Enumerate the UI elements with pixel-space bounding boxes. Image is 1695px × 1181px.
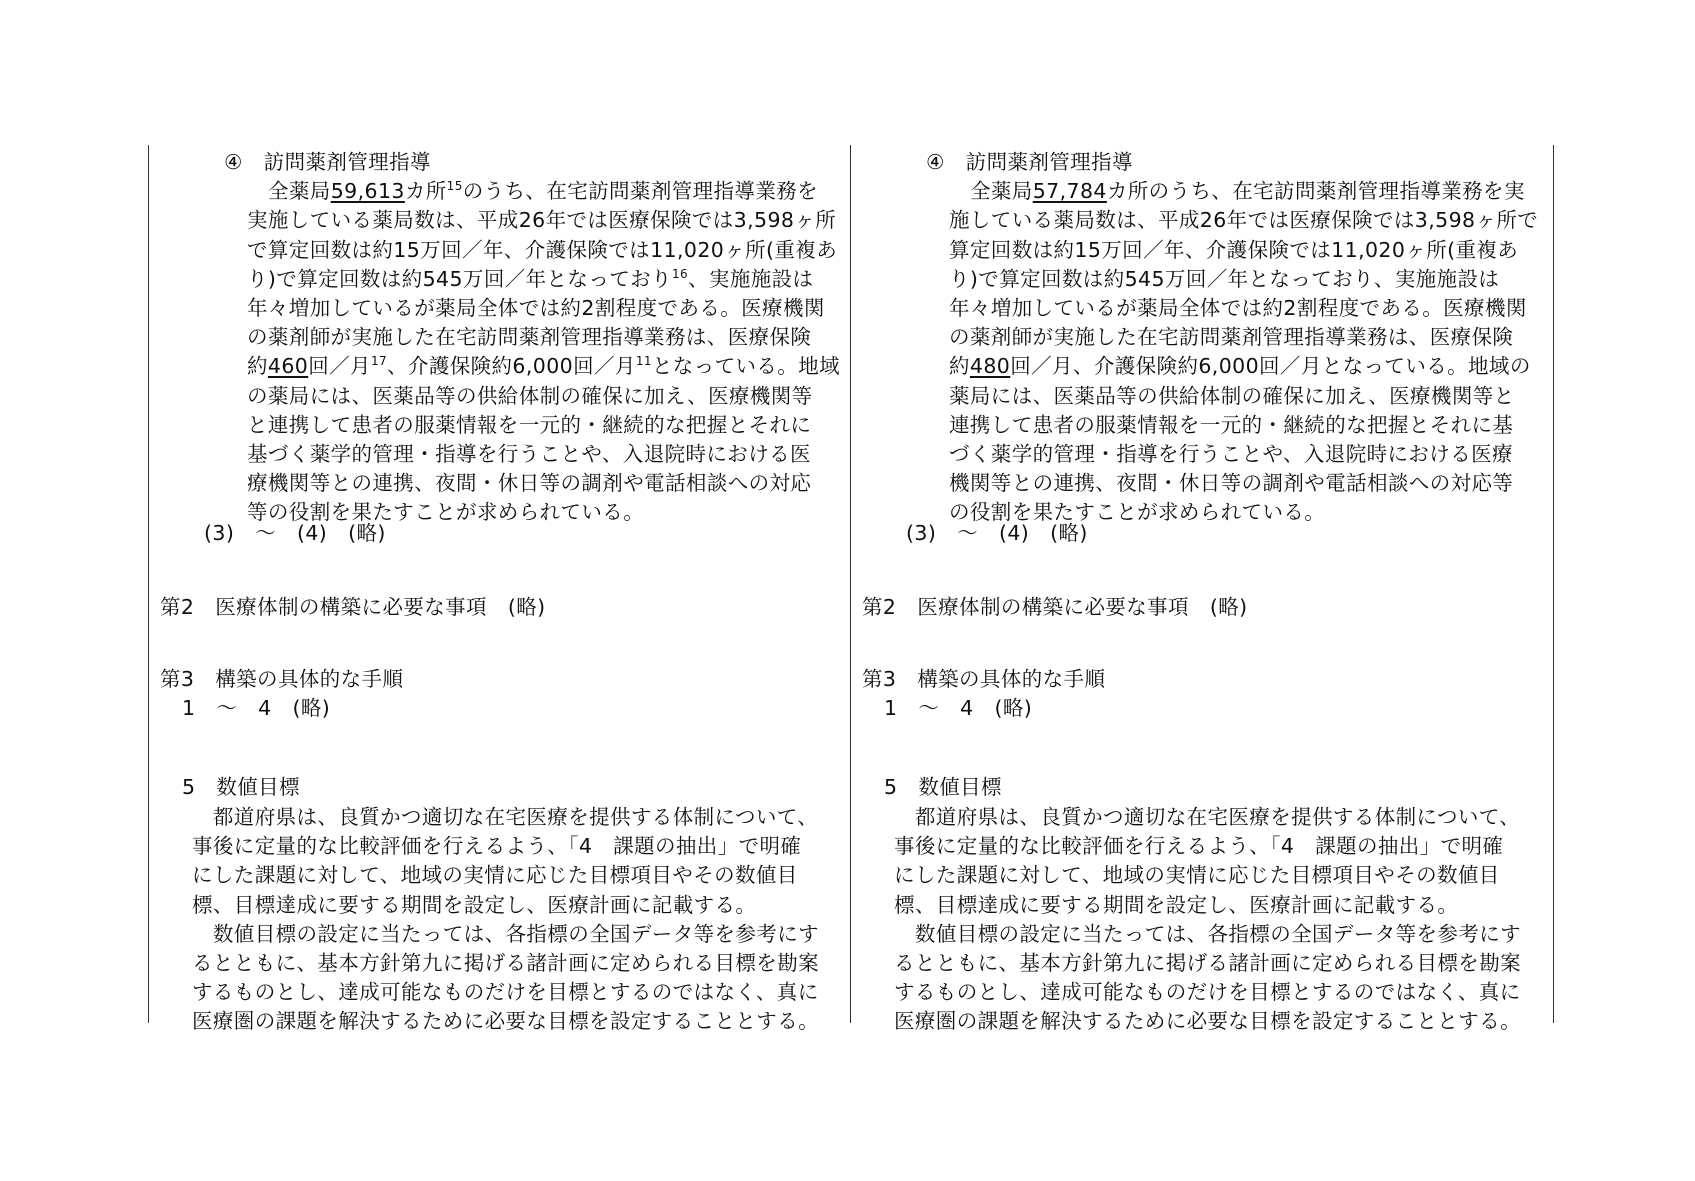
text-run: 基づく薬学的管理・指導を行うことや、入退院時における医 [247, 442, 811, 466]
text-run: り)で算定回数は約545万回／年となっており [247, 266, 672, 291]
footnote-ref: 16 [671, 266, 689, 281]
text-run: 回／月 [308, 354, 371, 379]
section-5-heading: 5 数値目標 [884, 775, 1002, 799]
paragraph-line [949, 352, 1531, 381]
subsection-heading: ④ 訪問薬剤管理指導 [926, 150, 1133, 174]
text-run: 実施している薬局数は、平成26年では医療保険では3,598ヶ所 [247, 208, 837, 233]
text-run: 、実施施設は [688, 266, 814, 291]
changed-value: 460 [267, 354, 309, 379]
paragraph-line [247, 265, 813, 294]
paragraph-line [247, 352, 840, 381]
numeric-target-paragraph-line: るとともに、基本方針第九に掲げる諸計画に定められる目標を勘案 [192, 951, 819, 975]
paragraph-line [949, 382, 1515, 411]
text-run: と連携して患者の服薬情報を一元的・継続的な把握とそれに [247, 412, 812, 437]
text-run: 全薬局 [970, 179, 1033, 204]
items-3-4-omitted: (3) ～ (4) (略) [204, 520, 386, 545]
section-5-heading: 5 数値目標 [182, 775, 300, 799]
items-3-4-omitted: (3) ～ (4) (略) [906, 520, 1088, 545]
paragraph-line [268, 177, 818, 206]
paragraph-line [247, 236, 837, 265]
text-run: 年々増加しているが薬局全体では約2割程度である。医療機関 [949, 296, 1527, 320]
paragraph-line [949, 265, 1499, 294]
paragraph-line [949, 323, 1513, 352]
numeric-target-paragraph-line: 標、目標達成に要する期間を設定し、医療計画に記載する。 [192, 892, 757, 917]
changed-value: 59,613 [330, 179, 405, 204]
paragraph-line [247, 469, 811, 498]
numeric-target-paragraph-line: 事後に定量的な比較評価を行えるよう、「4 課題の抽出」で明確 [192, 834, 802, 859]
text-run: カ所のうち、在宅訪問薬剤管理指導業務を実 [1106, 179, 1525, 204]
footnote-ref: 15 [446, 179, 463, 194]
text-run: 連携して患者の服薬情報を一元的・継続的な把握とそれに基 [949, 412, 1514, 437]
numeric-target-paragraph-line: 数値目標の設定に当たっては、各指標の全国データ等を参考にす [192, 921, 819, 946]
subsection-heading: ④ 訪問薬剤管理指導 [224, 150, 431, 174]
text-run: の役割を果たすことが求められている。 [949, 500, 1326, 525]
paragraph-line [949, 469, 1513, 498]
text-run: り)で算定回数は約545万回／年となっており、実施施設は [949, 266, 1500, 291]
numeric-target-paragraph-line: るとともに、基本方針第九に掲げる諸計画に定められる目標を勘案 [894, 951, 1521, 975]
text-run: 全薬局 [268, 179, 331, 204]
numeric-target-paragraph-line: にした課題に対して、地域の実情に応じた目標項目やその数値目 [894, 863, 1500, 888]
numeric-target-paragraph-line: 標、目標達成に要する期間を設定し、医療計画に記載する。 [894, 892, 1459, 917]
paragraph-line [949, 236, 1518, 265]
numeric-target-paragraph-line: 医療圏の課題を解決するために必要な目標を設定することとする。 [192, 1009, 819, 1034]
section-2-heading: 第2 医療体制の構築に必要な事項 (略) [862, 595, 1248, 619]
text-run: で算定回数は約15万回／年、介護保険では11,020ヶ所(重複あ [247, 237, 838, 262]
text-run: 年々増加しているが薬局全体では約2割程度である。医療機関 [247, 296, 825, 320]
changed-value: 480 [969, 354, 1011, 379]
numeric-target-paragraph-line: 都道府県は、良質かつ適切な在宅医療を提供する体制について、 [192, 805, 819, 829]
text-run: 約 [247, 354, 268, 379]
text-run: の薬局には、医薬品等の供給体制の確保に加え、医療機関等 [247, 383, 813, 408]
section-2-heading: 第2 医療体制の構築に必要な事項 (略) [160, 595, 546, 619]
column-divider-left [148, 145, 149, 1023]
column-divider-middle [850, 145, 851, 1023]
section-3-heading: 第3 構築の具体的な手順 [862, 667, 1106, 691]
paragraph-line [247, 323, 811, 352]
paragraph-line [970, 177, 1525, 206]
section-3-heading: 第3 構築の具体的な手順 [160, 667, 404, 691]
paragraph-line [247, 411, 811, 440]
numeric-target-paragraph-line: にした課題に対して、地域の実情に応じた目標項目やその数値目 [192, 863, 798, 888]
text-run: 薬局には、医薬品等の供給体制の確保に加え、医療機関等と [949, 383, 1515, 408]
text-run: 療機関等との連携、夜間・休日等の調剤や電話相談への対応 [247, 471, 812, 496]
paragraph-line [247, 206, 836, 235]
text-run: 算定回数は約15万回／年、介護保険では11,020ヶ所(重複あ [949, 237, 1519, 262]
text-run: 施している薬局数は、平成26年では医療保険では3,598ヶ所で [949, 208, 1539, 233]
numeric-target-paragraph-line: 事後に定量的な比較評価を行えるよう、「4 課題の抽出」で明確 [894, 834, 1504, 859]
numeric-target-paragraph-line: 都道府県は、良質かつ適切な在宅医療を提供する体制について、 [894, 805, 1521, 829]
paragraph-line [949, 411, 1513, 440]
numeric-target-paragraph-line: するものとし、達成可能なものだけを目標とするのではなく、真に [894, 980, 1521, 1005]
text-run: カ所 [404, 179, 447, 204]
column-divider-right [1553, 145, 1554, 1023]
text-run: の薬剤師が実施した在宅訪問薬剤管理指導業務は、医療保険 [247, 325, 812, 350]
text-run: の薬剤師が実施した在宅訪問薬剤管理指導業務は、医療保険 [949, 325, 1514, 350]
text-run: 回／月、介護保険約6,000回／月となっている。地域の [1010, 354, 1531, 379]
footnote-ref: 11 [635, 354, 652, 369]
paragraph-line [247, 440, 811, 469]
numeric-target-paragraph-line: 医療圏の課題を解決するために必要な目標を設定することとする。 [894, 1009, 1521, 1034]
text-run: 等の役割を果たすことが求められている。 [247, 500, 645, 525]
numeric-target-paragraph-line: するものとし、達成可能なものだけを目標とするのではなく、真に [192, 980, 819, 1005]
footnote-ref: 17 [370, 354, 388, 369]
text-run: のうち、在宅訪問薬剤管理指導業務を [462, 179, 819, 204]
text-run: となっている。地域 [651, 354, 841, 379]
items-1-4-omitted: 1 ～ 4 (略) [182, 696, 331, 720]
paragraph-line [247, 294, 825, 323]
changed-value: 57,784 [1032, 179, 1107, 204]
paragraph-line [949, 294, 1527, 323]
text-run: 約 [949, 354, 970, 379]
paragraph-line [949, 440, 1513, 469]
text-run: 、介護保険約6,000回／月 [387, 354, 636, 379]
paragraph-line [247, 382, 813, 411]
text-run: 機関等との連携、夜間・休日等の調剤や電話相談への対応等 [949, 471, 1514, 496]
paragraph-line [949, 206, 1538, 235]
items-1-4-omitted: 1 ～ 4 (略) [884, 696, 1033, 720]
text-run: づく薬学的管理・指導を行うことや、入退院時における医療 [949, 442, 1513, 466]
numeric-target-paragraph-line: 数値目標の設定に当たっては、各指標の全国データ等を参考にす [894, 921, 1521, 946]
